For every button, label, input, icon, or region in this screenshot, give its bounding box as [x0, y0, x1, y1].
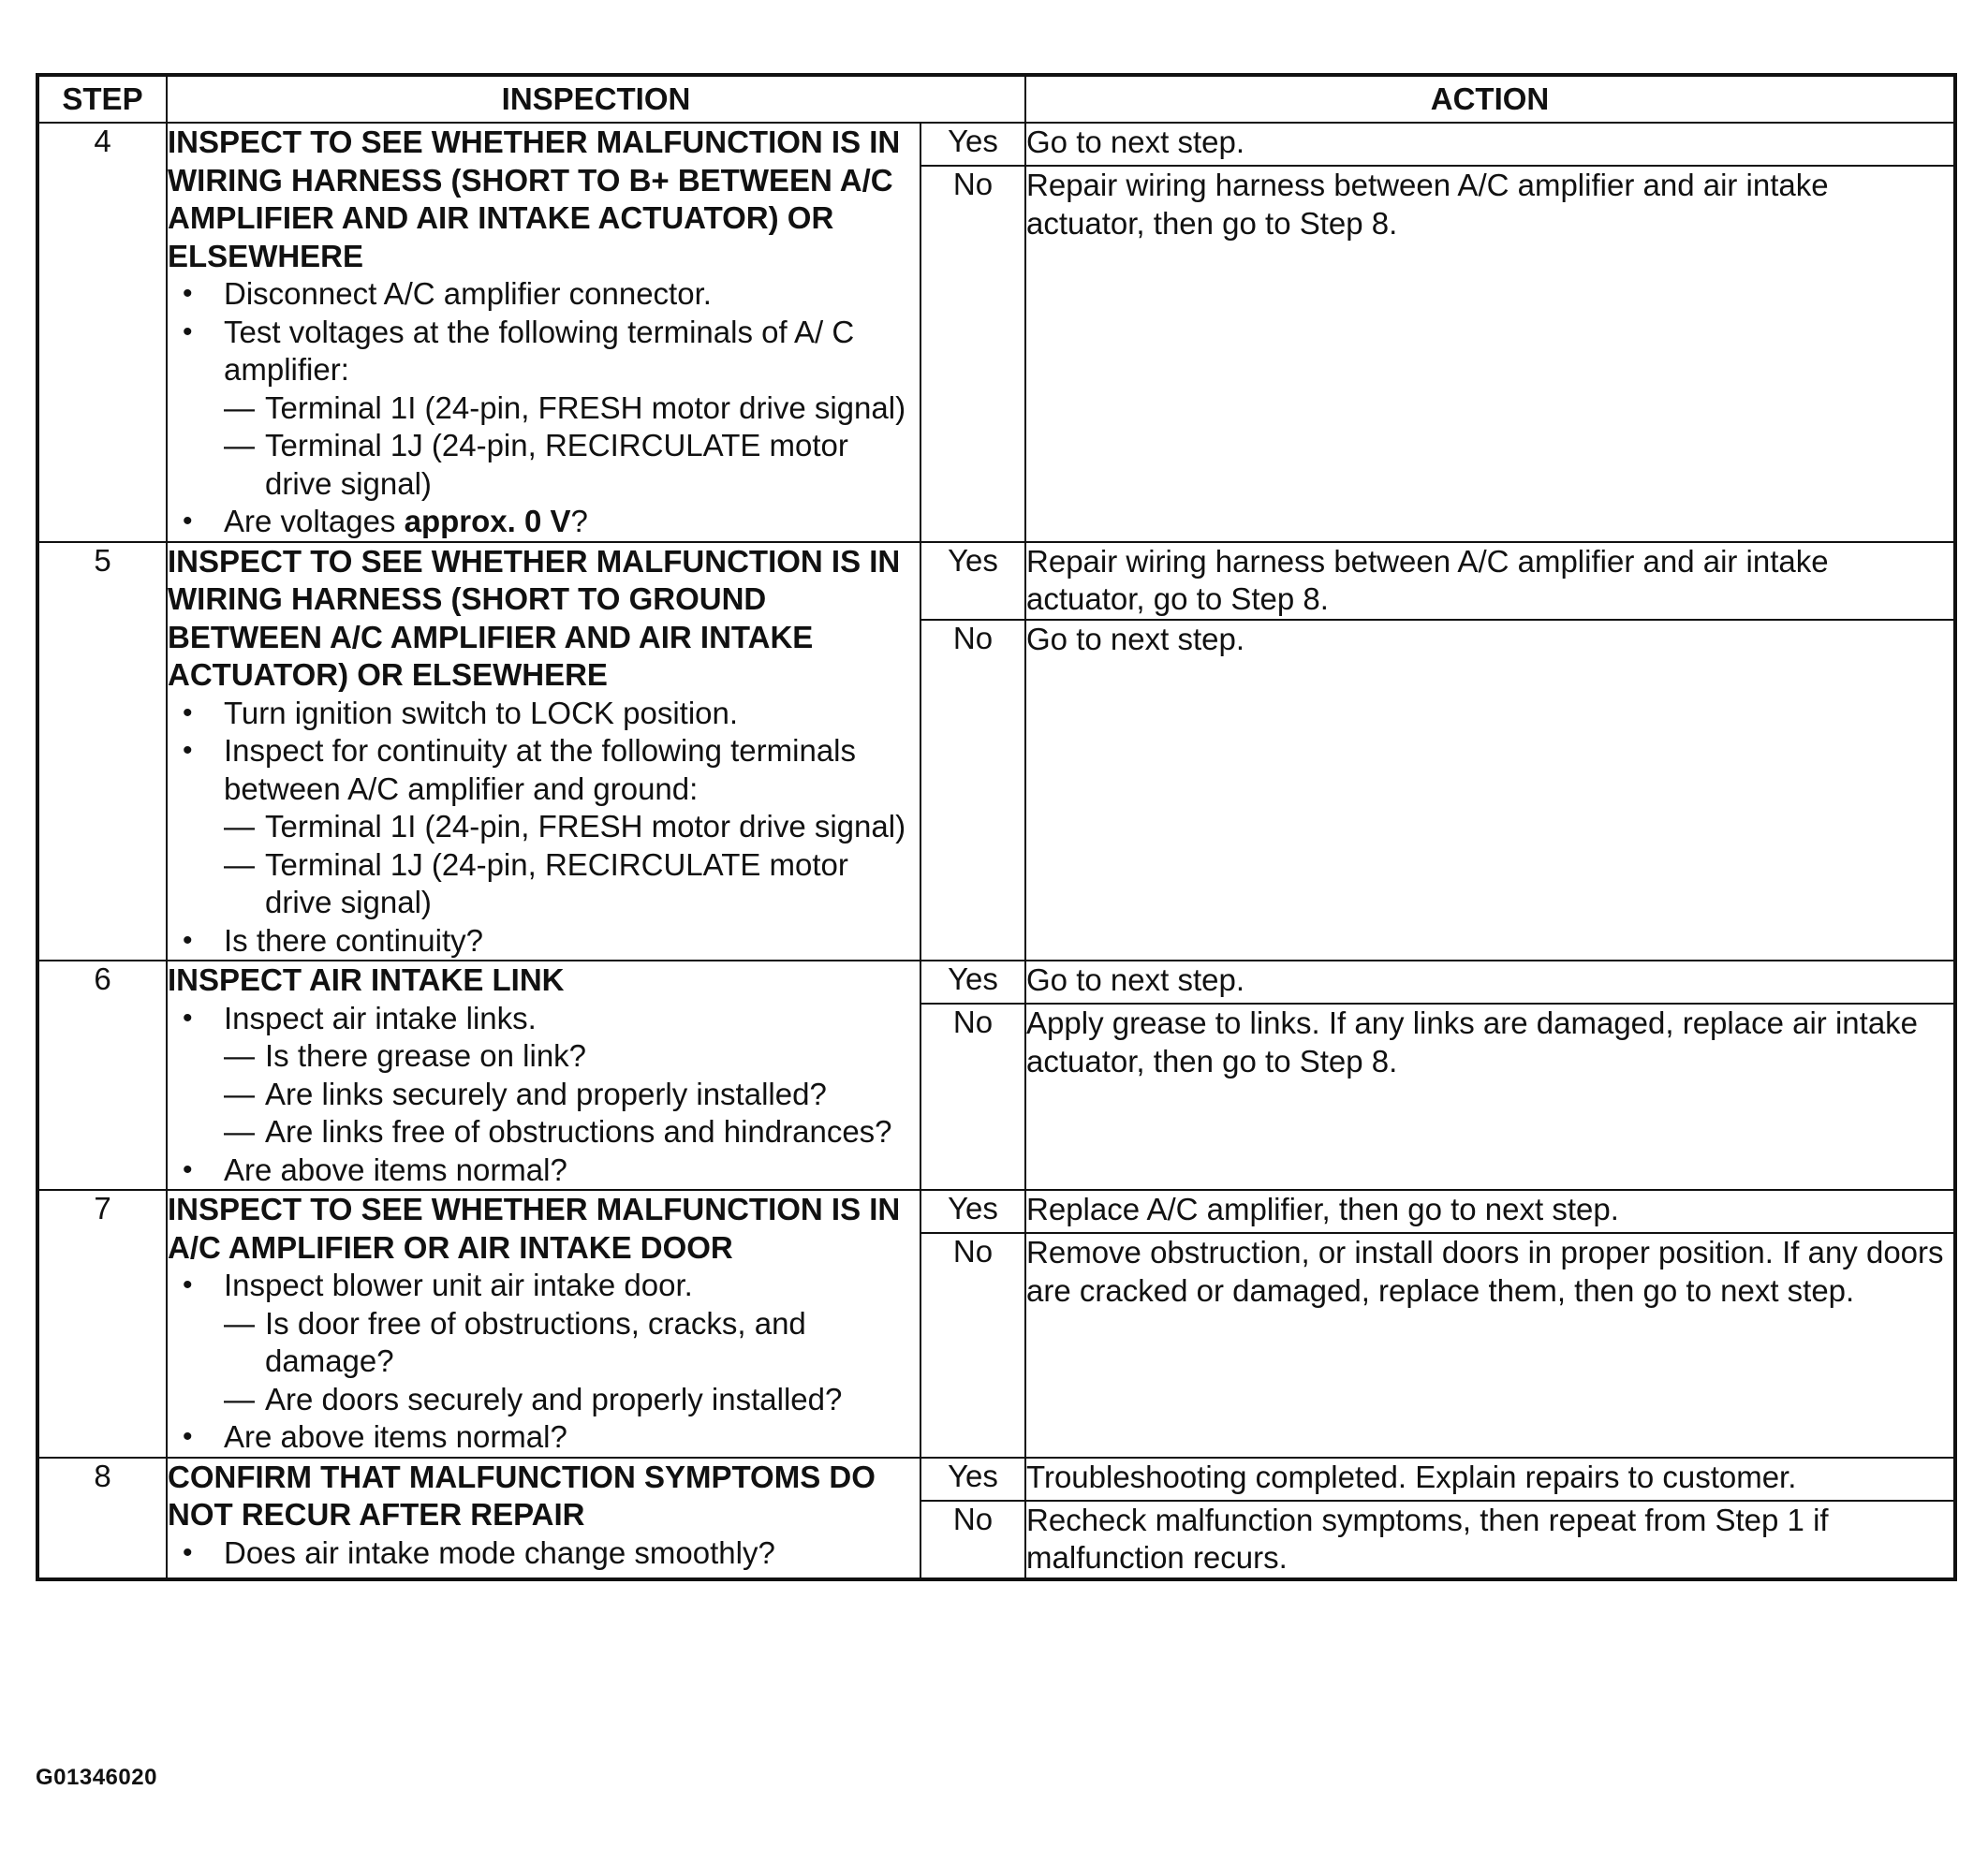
inspection-title: INSPECT AIR INTAKE LINK	[168, 962, 565, 997]
dash-mark: —	[224, 428, 255, 462]
figure-code: G01346020	[36, 1765, 157, 1790]
yes-label: Yes	[920, 1190, 1025, 1233]
yes-label: Yes	[920, 123, 1025, 166]
dash-mark: —	[224, 1114, 255, 1149]
yes-action: Go to next step.	[1025, 123, 1955, 166]
no-label: No	[920, 1004, 1025, 1190]
inspection-cell	[167, 123, 920, 542]
sub-item-text: Is there grease on link?	[265, 1038, 587, 1073]
yes-label: Yes	[920, 542, 1025, 620]
no-action: Repair wiring harness between A/C amplifier and air intake actuator, then go to Step 8.	[1025, 166, 1955, 542]
inspection-cell	[167, 1190, 920, 1458]
inspection-title: INSPECT TO SEE WHETHER MALFUNCTION IS IN A/C AMPLIFIER OR AIR INTAKE DOOR	[168, 1192, 901, 1265]
no-action: Recheck malfunction symptoms, then repeat from Step 1 if malfunction recurs.	[1025, 1501, 1955, 1579]
bullet-text: Are voltages	[224, 504, 405, 538]
bullet-item: • Does air intake mode change smoothly?	[168, 1534, 920, 1573]
inspection-cell	[167, 961, 920, 1190]
sub-item-text: Are doors securely and properly installed?	[265, 1381, 843, 1416]
sub-item	[168, 1305, 920, 1381]
step-number: 4	[37, 123, 167, 542]
dash-mark: —	[224, 1305, 255, 1341]
table-row	[37, 1190, 1955, 1233]
dash-mark: —	[224, 846, 255, 882]
bullet-item: • Turn ignition switch to LOCK position.	[168, 695, 920, 733]
yes-action: Troubleshooting completed. Explain repairs to customer.	[1025, 1458, 1955, 1501]
step-number: 5	[37, 542, 167, 961]
yes-label: Yes	[920, 961, 1025, 1004]
dash-mark: —	[224, 809, 255, 844]
no-label: No	[920, 1501, 1025, 1579]
table-row	[37, 961, 1955, 1004]
no-label: No	[920, 166, 1025, 542]
bullet-item	[168, 503, 920, 541]
bullet-item: • Disconnect A/C amplifier connector.	[168, 275, 920, 314]
sub-item	[168, 427, 920, 503]
no-label: No	[920, 1233, 1025, 1458]
inspection-title: CONFIRM THAT MALFUNCTION SYMPTOMS DO NOT RECUR AFTER REPAIR	[168, 1459, 876, 1532]
sub-item-text: Terminal 1J (24-pin, RECIRCULATE motor drive signal)	[265, 428, 848, 501]
step-number: 6	[37, 961, 167, 1190]
no-action: Go to next step.	[1025, 620, 1955, 961]
header-inspection: INSPECTION	[167, 75, 1025, 123]
dash-mark: —	[224, 1038, 255, 1073]
table-row	[37, 123, 1955, 166]
yes-action: Repair wiring harness between A/C amplifier and air intake actuator, go to Step 8.	[1025, 542, 1955, 620]
sub-item	[168, 1113, 920, 1152]
header-step: STEP	[37, 75, 167, 123]
yes-action: Replace A/C amplifier, then go to next step.	[1025, 1190, 1955, 1233]
sub-item-text: Are links free of obstructions and hindrances?	[265, 1114, 892, 1149]
bullet-item: • Inspect for continuity at the following terminals between A/C amplifier and ground:	[168, 732, 920, 808]
dash-mark: —	[224, 1076, 255, 1111]
sub-item	[168, 846, 920, 922]
table-row	[37, 542, 1955, 620]
sub-item	[168, 808, 920, 846]
troubleshooting-table	[36, 73, 1957, 1581]
sub-item-text: Is door free of obstructions, cracks, and damage?	[265, 1305, 806, 1378]
sub-item-text: Terminal 1I (24-pin, FRESH motor drive signal)	[265, 389, 906, 425]
no-label: No	[920, 620, 1025, 961]
inspection-cell	[167, 542, 920, 961]
no-action: Remove obstruction, or install doors in proper position. If any doors are cracked or damaged, replace them, then go to next step.	[1025, 1233, 1955, 1458]
sub-item	[168, 1381, 920, 1419]
sub-item-text: Terminal 1I (24-pin, FRESH motor drive signal)	[265, 809, 906, 844]
bullet-text-end: ?	[570, 504, 588, 538]
bullet-item: • Are above items normal?	[168, 1152, 920, 1190]
bullet-item: • Inspect air intake links.	[168, 1000, 920, 1038]
step-number: 8	[37, 1458, 167, 1579]
yes-label: Yes	[920, 1458, 1025, 1501]
step-number: 7	[37, 1190, 167, 1458]
bullet-item: • Test voltages at the following terminals of A/ C amplifier:	[168, 314, 920, 389]
table-row	[37, 1458, 1955, 1501]
sub-item-text: Terminal 1J (24-pin, RECIRCULATE motor drive signal)	[265, 846, 848, 919]
dash-mark: —	[224, 389, 255, 425]
spec-value: approx. 0 V	[404, 504, 571, 538]
dash-mark: —	[224, 1381, 255, 1416]
sub-item	[168, 1037, 920, 1076]
inspection-title: INSPECT TO SEE WHETHER MALFUNCTION IS IN WIRING HARNESS (SHORT TO GROUND BETWEEN A/C AMPLIFIER AND AIR INTAKE ACTUATOR) OR ELSEWHERE	[168, 543, 901, 692]
inspection-title: INSPECT TO SEE WHETHER MALFUNCTION IS IN WIRING HARNESS (SHORT TO B+ BETWEEN A/C AMPLIFIER AND AIR INTAKE ACTUATOR) OR ELSEWHERE	[168, 125, 901, 273]
yes-action: Go to next step.	[1025, 961, 1955, 1004]
no-action: Apply grease to links. If any links are damaged, replace air intake actuator, then go to Step 8.	[1025, 1004, 1955, 1190]
header-action: ACTION	[1025, 75, 1955, 123]
inspection-cell	[167, 1458, 920, 1579]
bullet-item: • Are above items normal?	[168, 1418, 920, 1457]
sub-item	[168, 1076, 920, 1114]
header-row	[37, 75, 1955, 123]
bullet-item: • Is there continuity?	[168, 922, 920, 961]
bullet-item: • Inspect blower unit air intake door.	[168, 1267, 920, 1305]
sub-item-text: Are links securely and properly installed?	[265, 1076, 827, 1111]
sub-item	[168, 389, 920, 428]
